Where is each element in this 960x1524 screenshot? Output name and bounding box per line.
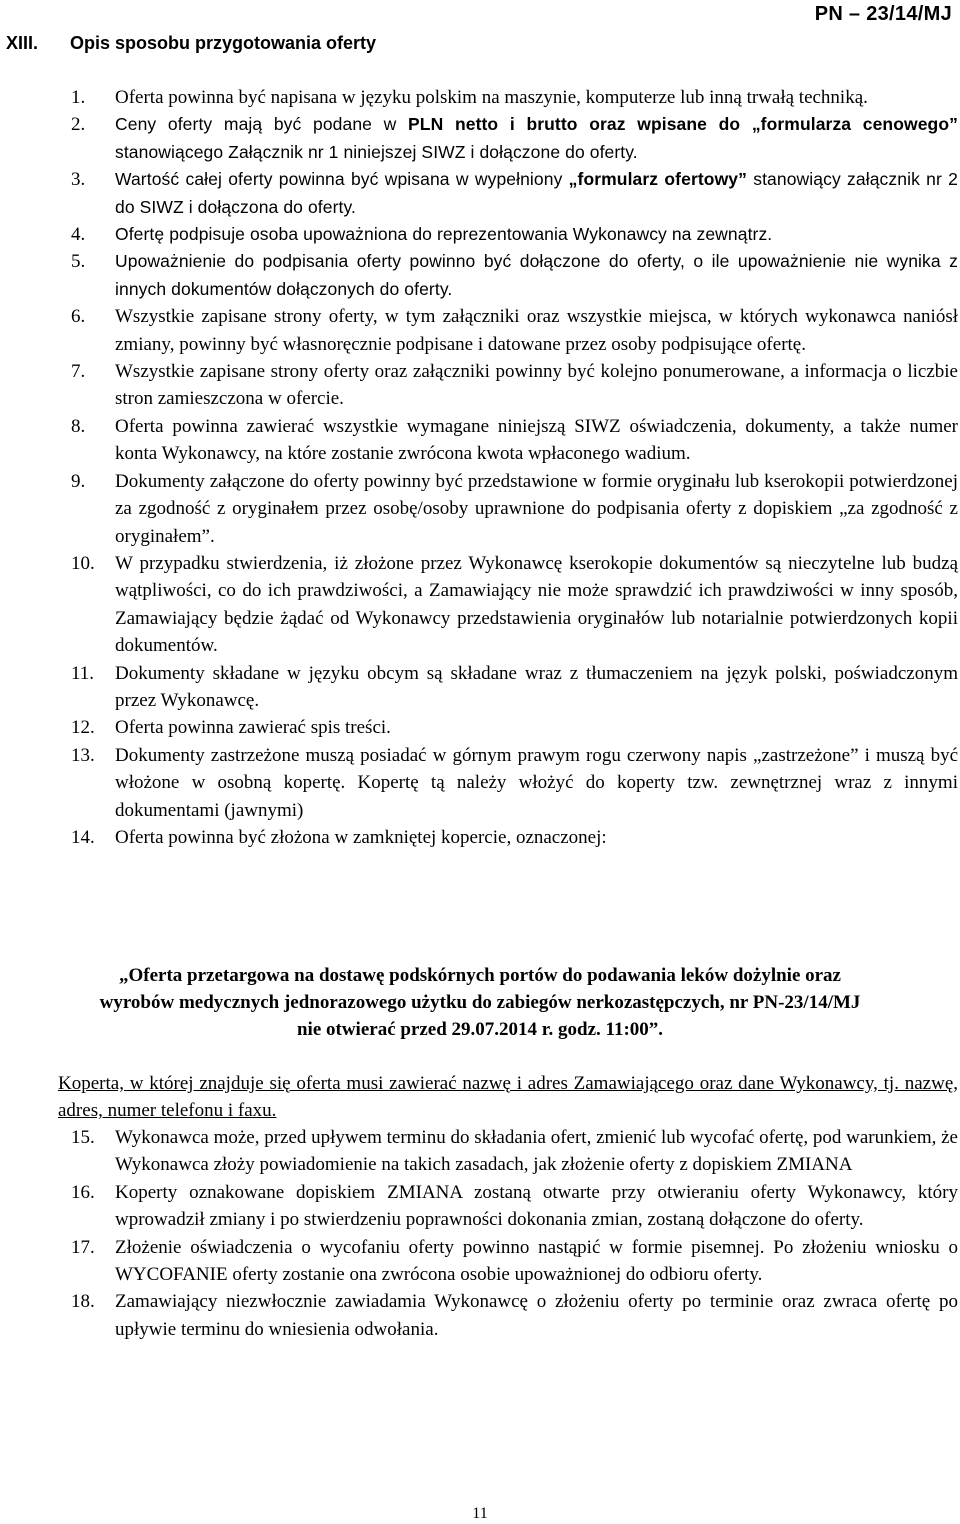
list-item [0,166,960,221]
item-text-part: Wykonawca może, przed upływem terminu do składania ofert, zmienić lub wycofać ofertę, pod warunkiem, że Wykonawca złoży powiadomienie na takich zasadach, jak złożenie oferty z dopiskiem ZMIANA [115,1127,958,1176]
item-text [115,468,958,550]
item-number-label: 16. [71,1181,95,1203]
list-item [0,1179,960,1234]
item-text-part: Dokumenty zastrzeżone muszą posiadać w górnym prawym rogu czerwony napis „zastrzeżone” i muszą być włożone w osobną kopertę. Kopertę tą należy włożyć do koperty tzw. zewnętrznej wraz z innymi dokumentami (jawnymi) [115,744,958,821]
item-text [115,1288,958,1343]
envelope-label-notice [0,962,960,1043]
list-item [0,742,960,824]
page-number: 11 [472,1505,488,1522]
item-text [115,660,958,715]
list-item [0,303,960,358]
item-text-part: Zamawiający niezwłocznie zawiadamia Wykonawcę o złożeniu oferty po terminie oraz zwraca ofertę po upływie terminu do wniesienia odwołania. [115,1291,958,1340]
item-number [0,1288,115,1343]
item-text-bold: „formularz ofertowy” [568,169,747,190]
list-item [0,358,960,413]
item-number [0,550,115,660]
item-number-label: 9. [71,470,86,492]
document-code: PN – 23/14/MJ [814,3,952,25]
item-number [0,303,115,358]
list-item [0,550,960,660]
item-text [115,303,958,358]
item-text [115,1234,958,1289]
item-number [0,84,115,111]
item-text-part: Wszystkie zapisane strony oferty oraz załączniki powinny być kolejno ponumerowane, a informacja o liczbie stron zamieszczona w ofercie. [115,361,958,410]
list-item [0,1124,960,1179]
item-text [115,413,958,468]
item-text-part: Oferta powinna być napisana w języku polskim na maszynie, komputerze lub inną trwałą techniką. [115,87,868,108]
item-number [0,468,115,550]
item-number-label: 2. [71,114,86,136]
list-item [0,248,960,303]
item-number [0,248,115,303]
section-title: Opis sposobu przygotowania oferty [70,33,377,53]
item-number [0,714,115,741]
item-number-label: 4. [71,224,86,246]
item-number [0,358,115,413]
list-item [0,1234,960,1289]
item-text [115,714,958,741]
item-text [115,166,958,221]
item-text-part: Upoważnienie do podpisania oferty powinno być dołączone do oferty, o ile upoważnienie nie wynika z innych dokumentów dołączonych do oferty. [115,251,958,299]
item-text-part: W przypadku stwierdzenia, iż złożone przez Wykonawcę kserokopie dokumentów są nieczytelne lub budzą wątpliwości, co do ich prawdziwości, a Zamawiający nie może sprawdzić ich prawdziwości w inny sposób, Zamawiający będzie żądać od Wykonawcy przedstawienia oryginałów lub notarialnie potwierdzonych kopii dokumentów. [115,552,958,657]
item-number [0,1179,115,1234]
item-text [115,742,958,824]
item-text [115,248,958,303]
item-number-label: 3. [71,169,86,191]
item-text-part: Oferta powinna zawierać spis treści. [115,717,391,739]
item-text-part: Koperty oznakowane dopiskiem ZMIANA zostaną otwarte przy otwieraniu oferty Wykonawcy, który wprowadził zmiany i po stwierdzeniu poprawności dokonania zmian, zostaną dołączone do oferty. [115,1181,958,1231]
list-item [0,824,960,851]
item-number [0,1234,115,1289]
item-text-part: Dokumenty załączone do oferty powinny być przedstawione w formie oryginału lub kserokopii potwierdzonej za zgodność z oryginałem przez osobę/osoby uprawnione do podpisania oferty z dopiskiem „za zgodność z oryginałem”. [115,470,958,547]
item-number-label: 5. [71,251,86,273]
item-text [115,358,958,413]
item-number-label: 12. [71,717,95,739]
item-text-part: stanowiącego Załącznik nr 1 niniejszej SIWZ i dołączone do oferty. [115,141,638,162]
section-heading [6,33,376,54]
notice-line: nie otwierać przed 29.07.2014 r. godz. 11:00”. [296,1019,664,1040]
item-number [0,660,115,715]
section-number: XIII. [6,33,39,53]
item-text-part: stanowiący załącznik nr 2 do SIWZ i dołączona do oferty. [115,169,958,217]
item-text [115,84,958,111]
item-number [0,166,115,221]
item-text [115,111,958,166]
notice-line: „Oferta przetargowa na dostawę podskórnych portów do podawania leków dożylnie oraz [119,965,841,986]
item-number-label: 7. [71,361,86,383]
requirements-list-continued [0,1124,960,1343]
list-item [0,1288,960,1343]
item-text-part: Dokumenty składane w języku obcym są składane wraz z tłumaczeniem na język polski, poświadczonym przez Wykonawcę. [115,662,958,711]
notice-line: wyrobów medycznych jednorazowego użytku do zabiegów nerkozastępczych, nr PN-23/14/MJ [99,992,861,1013]
list-item [0,413,960,468]
item-number [0,221,115,248]
item-number [0,742,115,824]
item-text-part: Ofertę podpisuje osoba upoważniona do reprezentowania Wykonawcy na zewnątrz. [115,224,773,245]
item-number [0,413,115,468]
item-text [115,221,958,248]
list-item [0,660,960,715]
item-number-label: 13. [71,744,95,766]
item-text [115,1179,958,1234]
requirements-list [0,84,960,851]
envelope-note: Koperta, w której znajduje się oferta musi zawierać nazwę i adres Zamawiającego oraz dane Wykonawcy, tj. nazwę, adres, numer telefonu i faxu. [58,1073,958,1122]
list-item [0,468,960,550]
list-item [0,84,960,111]
item-number-label: 18. [71,1291,95,1313]
item-number-label: 17. [71,1236,95,1258]
item-text-part: Oferta powinna być złożona w zamkniętej kopercie, oznaczonej: [115,826,607,848]
item-text-part: Złożenie oświadczenia o wycofaniu oferty powinno nastąpić w formie pisemnej. Po złożeniu wniosku o WYCOFANIE oferty zostanie ona zwrócona osobie upoważnionej do odbioru oferty. [115,1236,958,1286]
item-number [0,824,115,851]
item-text-bold: PLN netto i brutto oraz wpisane do „formularza cenowego” [408,114,958,135]
item-text [115,824,958,851]
item-number-label: 1. [71,87,86,108]
item-number-label: 10. [71,552,95,574]
list-item [0,111,960,166]
item-number [0,111,115,166]
item-number-label: 8. [71,415,86,437]
item-text [115,550,958,660]
item-text-part: Wszystkie zapisane strony oferty, w tym załączniki oraz wszystkie miejsca, w których wykonawca naniósł zmiany, powinny być własnoręcznie podpisane i datowane przez osoby podpisujące ofertę. [115,306,958,355]
item-number-label: 6. [71,306,86,328]
item-number-label: 15. [71,1127,95,1148]
list-item [0,714,960,741]
item-text-part: Oferta powinna zawierać wszystkie wymagane niniejszą SIWZ oświadczenia, dokumenty, a także numer konta Wykonawcy, na które zostanie zwrócona kwota wpłaconego wadium. [115,415,958,465]
item-number [0,1124,115,1179]
item-number-label: 11. [71,662,95,684]
item-number-label: 14. [71,826,95,848]
list-item [0,221,960,248]
item-text-part: Ceny oferty mają być podane w [115,114,409,135]
item-text-part: Wartość całej oferty powinna być wpisana w wypełniony [115,169,569,190]
item-text [115,1124,958,1179]
